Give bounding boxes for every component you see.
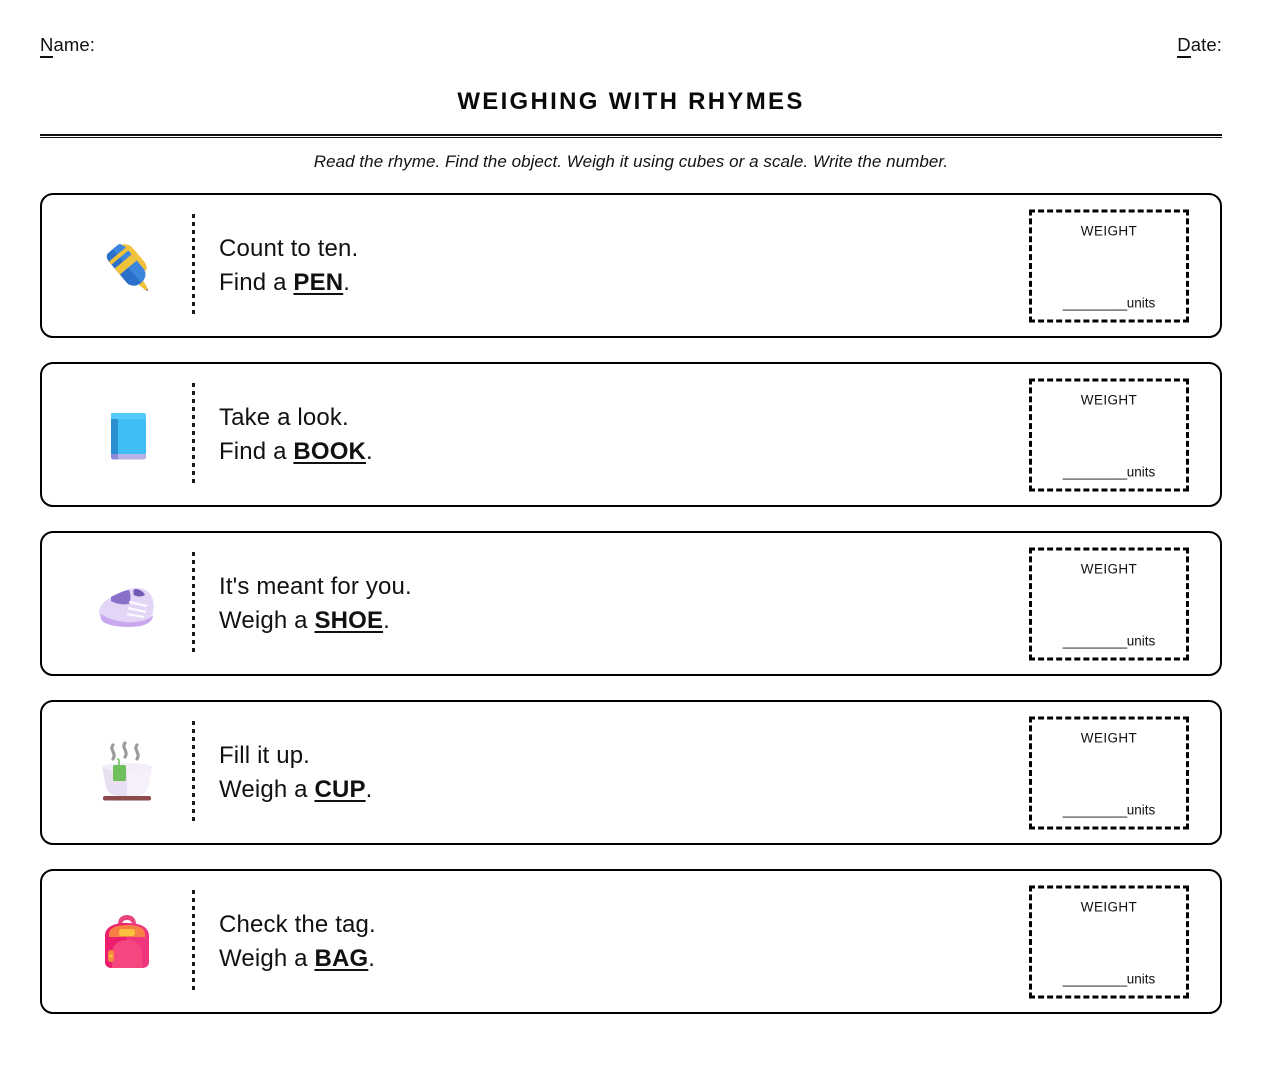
rhyme-card[interactable] [40,193,1222,338]
weight-box-label: WEIGHT [1080,223,1138,238]
rhyme-line-2 [219,942,376,976]
weight-answer-line[interactable] [1039,802,1179,819]
object-icon-cell [62,230,192,302]
rhyme-line-1: Count to ten. [219,234,359,262]
weight-answer-line[interactable] [1039,633,1179,650]
rhyme-prefix: Find a [219,437,294,465]
backpack-emoji [91,906,163,978]
weight-answer-line[interactable] [1039,295,1179,312]
card-divider [192,890,195,993]
rhyme-suffix: . [383,606,390,634]
object-icon-cell [62,906,192,978]
rhyme-text [219,401,373,469]
weight-units: units [1126,633,1156,648]
weight-answer-box[interactable] [1029,547,1189,660]
rhyme-prefix: Weigh a [219,606,315,634]
weight-box-label: WEIGHT [1080,899,1138,914]
rhyme-prefix: Weigh a [219,944,315,972]
rhyme-line-2 [219,266,358,300]
weight-units: units [1126,971,1156,986]
rhyme-card[interactable] [40,531,1222,676]
weight-blank: _________ [1062,633,1127,648]
rhyme-suffix: . [365,775,373,803]
weight-box-label: WEIGHT [1080,730,1138,745]
weight-answer-box[interactable] [1029,378,1189,491]
rhyme-card[interactable] [40,700,1222,845]
rhyme-card[interactable] [40,869,1222,1014]
name-field-lead: N [40,34,53,58]
weight-answer-line[interactable] [1039,464,1179,481]
pen-emoji [91,230,163,302]
weight-blank: _________ [1062,464,1127,479]
rhyme-line-1: It's meant for you. [219,572,412,600]
rhyme-card-list [40,193,1222,1014]
rhyme-text [219,908,376,976]
rhyme-keyword: CUP [314,775,366,803]
rhyme-line-2 [219,435,373,469]
rhyme-suffix: . [343,268,351,296]
object-icon-cell [62,737,192,809]
instructions-text: Read the rhyme. Find the object. Weigh it using cubes or a scale. Write the number. [313,152,949,171]
rhyme-line-2 [219,773,372,807]
weight-blank: _________ [1062,295,1127,310]
card-divider [192,214,195,317]
weight-units: units [1126,464,1156,479]
weight-answer-box[interactable] [1029,209,1189,322]
teacup-emoji [91,737,163,809]
rhyme-text [219,570,412,638]
rhyme-line-1: Take a look. [219,403,349,431]
rhyme-keyword: SHOE [314,606,384,634]
weight-blank: _________ [1062,971,1127,986]
object-icon-cell [62,568,192,640]
name-field-rest: ame: [53,34,95,55]
title-divider [40,134,1222,138]
weight-blank: _________ [1062,802,1127,817]
weight-answer-box[interactable] [1029,716,1189,829]
worksheet-meta-row [40,34,1222,68]
rhyme-keyword: BAG [314,944,369,972]
rhyme-line-1: Check the tag. [219,910,376,938]
rhyme-card[interactable] [40,362,1222,507]
rhyme-line-1: Fill it up. [219,741,311,769]
shoe-emoji [91,568,163,640]
rhyme-suffix: . [366,437,373,465]
weight-answer-box[interactable] [1029,885,1189,998]
weight-units: units [1126,802,1156,817]
rhyme-line-2 [219,604,412,638]
card-divider [192,383,195,486]
weight-box-label: WEIGHT [1080,561,1138,576]
date-field-rest: ate: [1190,34,1222,55]
rhyme-keyword: BOOK [293,437,367,465]
name-field[interactable] [40,34,95,56]
card-divider [192,721,195,824]
rhyme-keyword: PEN [293,268,344,296]
weight-units: units [1126,295,1156,310]
weight-answer-line[interactable] [1039,971,1179,988]
rhyme-prefix: Find a [219,268,294,296]
rhyme-prefix: Weigh a [219,775,315,803]
date-field-lead: D [1177,34,1190,58]
rhyme-text [219,232,358,300]
page-title: WEIGHING WITH RHYMES [457,88,805,115]
card-divider [192,552,195,655]
rhyme-text [219,739,372,807]
date-field[interactable] [1177,34,1222,56]
book-emoji [91,399,163,471]
weight-box-label: WEIGHT [1080,392,1138,407]
rhyme-suffix: . [368,944,376,972]
object-icon-cell [62,399,192,471]
